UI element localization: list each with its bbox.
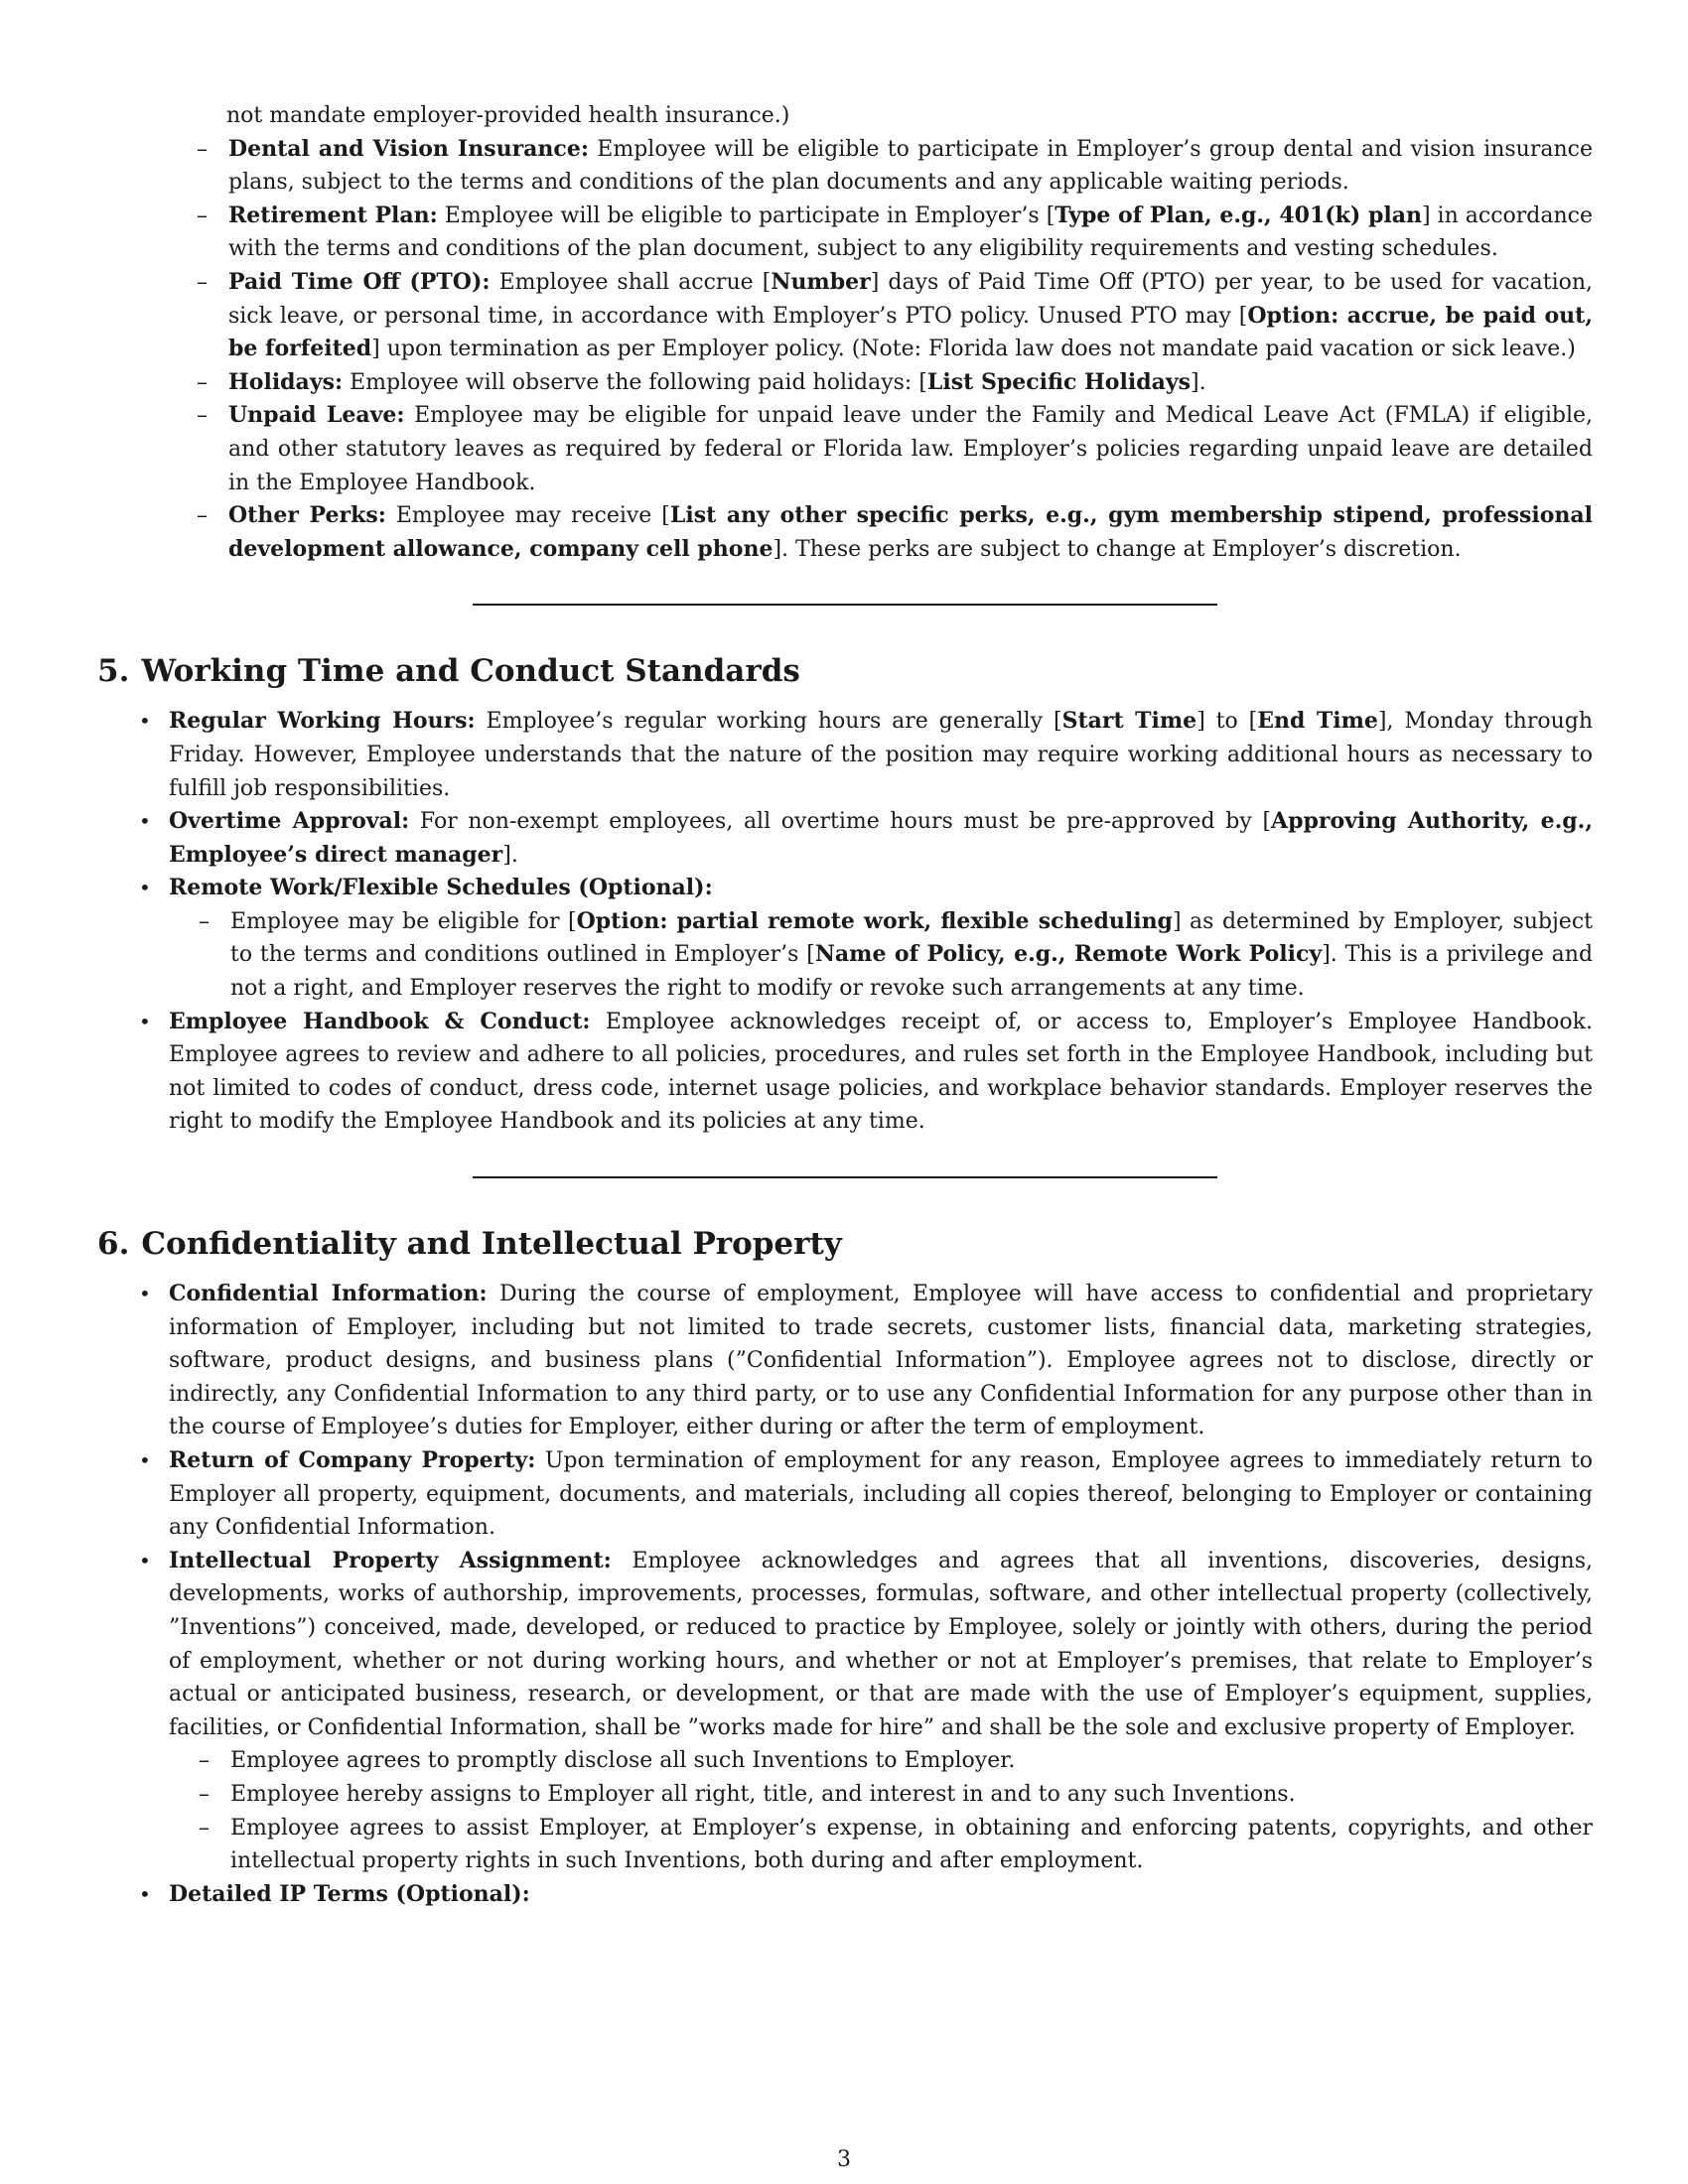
placeholder-text: Approving Authority, e.g., Employee’s direct manager <box>169 808 1594 868</box>
body-text: For non-exempt employees, all overtime hours must be pre-approved by [ <box>409 809 1272 835</box>
item-label: Paid Time Off (PTO): <box>228 268 491 295</box>
body-text: Employee will be eligible to participate in Employer’s group dental and vision insurance plans, subject to the terms and conditions of the plan documents and any applicable waiting periods. <box>228 136 1593 196</box>
list-item <box>139 705 1593 805</box>
section-5-list <box>139 705 1594 1139</box>
body-text: ] upon termination as per Employer policy. (Note: Florida law does not mandate paid vacation or sick leave.) <box>371 337 1576 362</box>
intro-fragment: not mandate employer-provided health insurance.) <box>226 103 790 128</box>
body-text: Employee will observe the following paid holidays: [ <box>343 369 927 395</box>
section-5-number: 5. <box>97 653 130 690</box>
placeholder-text: Type of Plan, e.g., 401(k) plan <box>1055 202 1422 228</box>
placeholder-text: Option: partial remote work, flexible scheduling <box>576 907 1173 934</box>
bullet-marker: • <box>139 1448 151 1472</box>
placeholder-text: End Time <box>1257 708 1378 735</box>
placeholder-text: Option: accrue, be paid out, be forfeited <box>228 302 1594 362</box>
body-text: During the course of employment, Employee will have access to confidential and proprietary information of Employer, including but not limited to trade secrets, customer lists, financial data, marketing strategies, software, product designs, and business plans (”Confidential Information”). Employee agrees not to disclose, directly or indirectly, any Confidential Information to any third party, or to use any Confidential Information for any purpose other than in the course of Employee’s duties for Employer, either during or after the term of employment. <box>169 1282 1593 1440</box>
dash-marker: – <box>199 1815 210 1841</box>
bullet-marker: • <box>139 709 151 734</box>
body-text: Employee’s regular working hours are generally [ <box>475 709 1062 735</box>
body-text: ]. This is a privilege and not a right, and Employer reserves the right to modify or revoke such arrangements at any time. <box>230 942 1594 1002</box>
page-number: 3 <box>837 2147 851 2172</box>
body-text: Employee may receive [ <box>385 503 670 529</box>
placeholder-text: List any other specific perks, e.g., gym membership stipend, professional development allowance, company cell phone <box>228 502 1594 562</box>
item-label: Remote Work/Flexible Schedules (Optional): <box>169 875 713 901</box>
bullet-marker: • <box>139 1282 151 1306</box>
placeholder-text: Number <box>771 268 871 295</box>
section-5-title: Working Time and Conduct Standards <box>141 653 800 690</box>
item-label: Other Perks: <box>228 502 386 529</box>
section-6-title: Confidentiality and Intellectual Property <box>141 1226 842 1263</box>
body-text: ] days of Paid Time Off (PTO) per year, to be used for vacation, sick leave, or personal time, in accordance with Employer’s PTO policy. Unused PTO may [ <box>228 269 1594 329</box>
dash-marker: – <box>197 269 208 295</box>
benefit-item <box>197 200 1593 266</box>
sub-list-item <box>199 1778 1593 1812</box>
sub-list <box>199 905 1594 1006</box>
dash-marker: – <box>199 1748 210 1774</box>
body-text: Employee hereby assigns to Employer all right, title, and interest in and to any such Inventions. <box>230 1781 1296 1807</box>
item-label: Return of Company Property: <box>169 1447 536 1473</box>
list-item <box>139 1545 1593 1878</box>
section-6-number: 6. <box>97 1226 130 1263</box>
list-item <box>139 1278 1593 1444</box>
benefit-item <box>197 266 1594 366</box>
body-text: Employee acknowledges receipt of, or access to, Employer’s Employee Handbook. Employee agrees to review and adhere to all policies, procedures, and rules set forth in the Employee Handbook, including but not limited to codes of conduct, dress code, internet usage policies, and workplace behavior standards. Employer reserves the right to modify the Employee Handbook and its policies at any time. <box>169 1009 1593 1135</box>
dash-marker: – <box>197 203 208 228</box>
item-label: Dental and Vision Insurance: <box>228 135 589 162</box>
sub-list-item <box>199 1812 1593 1878</box>
dash-marker: – <box>199 908 210 934</box>
placeholder-text: Name of Policy, e.g., Remote Work Policy <box>814 941 1323 968</box>
dash-marker: – <box>197 403 208 429</box>
body-text: Employee may be eligible for unpaid leave under the Family and Medical Leave Act (FMLA) if eligible, and other statutory leaves as required by federal or Florida law. Employer’s policies regarding unpaid leave are detailed in the Employee Handbook. <box>228 403 1593 495</box>
page-content <box>97 99 1593 1911</box>
list-item <box>139 1006 1593 1139</box>
bullet-marker: • <box>139 1548 151 1572</box>
body-text: Employee may be eligible for [ <box>230 908 577 934</box>
dash-marker: – <box>197 503 208 529</box>
body-text: Employee acknowledges and agrees that all inventions, discoveries, designs, developments, works of authorship, improvements, processes, formulas, software, and other intellectual property (collectively, ”Inventions”) conceived, made, developed, or reduced to practice by Employee, solely or jointly with others, during the period of employment, whether or not during working hours, and whether or not at Employer’s premises, that relate to Employer’s actual or anticipated business, research, or development, or that are made with the use of Employer’s equipment, supplies, facilities, or Confidential Information, shall be ”works made for hire” and shall be the sole and exclusive property of Employer. <box>169 1548 1593 1740</box>
body-text: Upon termination of employment for any reason, Employee agrees to immediately return to Employer all property, equipment, documents, and materials, including all copies thereof, belonging to Employer or containing any Confidential Information. <box>169 1448 1593 1541</box>
item-label: Intellectual Property Assignment: <box>169 1547 612 1573</box>
item-label: Holidays: <box>228 368 344 395</box>
benefit-item <box>197 366 1593 400</box>
list-item <box>139 1444 1593 1545</box>
section-6-heading <box>97 1222 1593 1266</box>
item-label: Overtime Approval: <box>169 808 410 835</box>
bullet-marker: • <box>139 1881 151 1906</box>
benefits-list <box>197 133 1594 567</box>
bullet-marker: • <box>139 1009 151 1033</box>
benefit-item <box>197 399 1593 499</box>
section-5-heading <box>97 649 1593 693</box>
list-item <box>139 1878 1593 1912</box>
item-label: Detailed IP Terms (Optional): <box>169 1880 530 1907</box>
item-label: Retirement Plan: <box>228 202 438 228</box>
benefit-item <box>197 133 1593 200</box>
body-text: Employee shall accrue [ <box>490 269 772 295</box>
placeholder-text: Start Time <box>1061 708 1197 735</box>
item-label: Unpaid Leave: <box>228 402 405 429</box>
item-label: Confidential Information: <box>169 1281 488 1307</box>
body-text: ]. These perks are subject to change at Employer’s discretion. <box>773 536 1462 562</box>
item-label: Regular Working Hours: <box>169 708 476 735</box>
body-text: Employee will be eligible to participate in Employer’s [ <box>437 203 1055 228</box>
body-text: Employee agrees to promptly disclose all such Inventions to Employer. <box>230 1748 1016 1774</box>
body-text: ] in accordance with the terms and conditions of the plan document, subject to any eligibility requirements and vesting schedules. <box>228 203 1593 262</box>
bullet-marker: • <box>139 809 151 834</box>
dash-marker: – <box>199 1781 210 1807</box>
body-text: ] to [ <box>1196 709 1258 735</box>
body-text: ] as determined by Employer, subject to the terms and conditions outlined in Employer’s [ <box>230 908 1593 968</box>
section-divider <box>473 1176 1217 1178</box>
sub-list-item <box>199 905 1594 1006</box>
section-6-list <box>139 1278 1593 1911</box>
bullet-marker: • <box>139 876 151 900</box>
dash-marker: – <box>197 136 208 162</box>
body-text: Employee agrees to assist Employer, at Employer’s expense, in obtaining and enforcing patents, copyrights, and other intellectual property rights in such Inventions, both during and after employment. <box>230 1815 1593 1874</box>
item-label: Employee Handbook & Conduct: <box>169 1008 591 1034</box>
dash-marker: – <box>197 369 208 395</box>
body-text: ]. <box>502 842 518 868</box>
list-item <box>139 805 1594 872</box>
section-divider <box>473 604 1217 606</box>
benefit-item <box>197 499 1594 566</box>
placeholder-text: List Specific Holidays <box>926 368 1192 395</box>
body-text: ]. <box>1191 369 1206 395</box>
list-item <box>139 872 1594 1005</box>
sub-list-item <box>199 1744 1593 1778</box>
body-text: ], Monday through Friday. However, Employee understands that the nature of the position may require working additional hours as necessary to fulfill job responsibilities. <box>169 709 1593 801</box>
sub-list <box>199 1744 1593 1877</box>
